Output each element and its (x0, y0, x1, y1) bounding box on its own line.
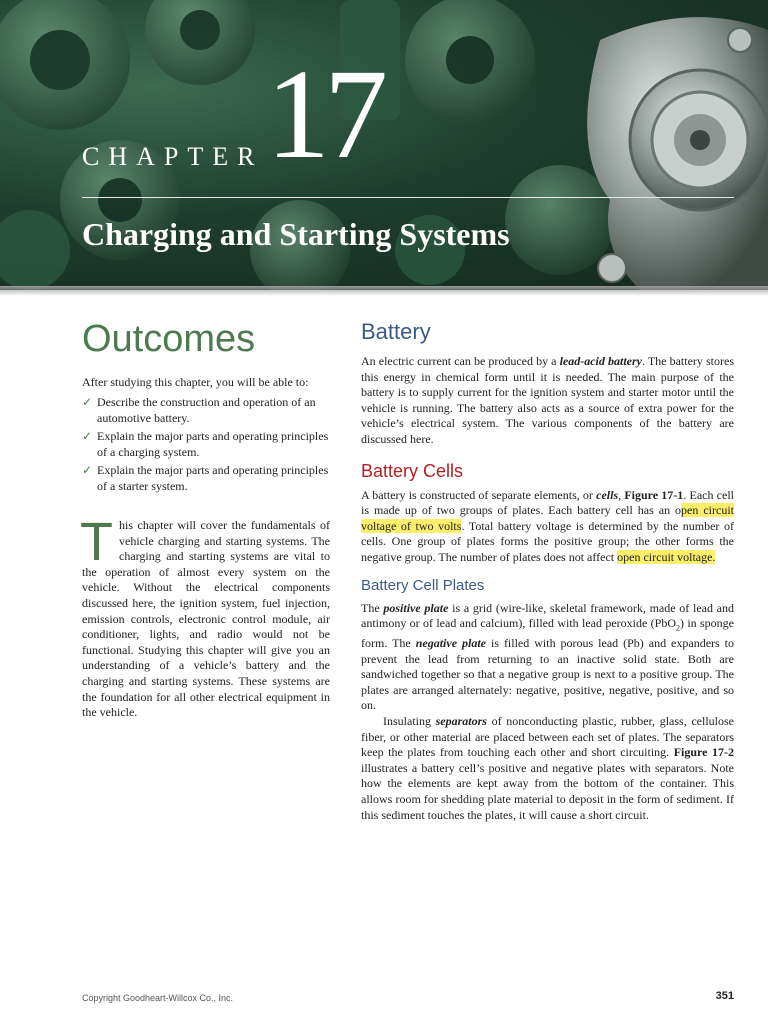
outcome-item (82, 462, 330, 494)
text-run: A battery is constructed of separate elements, or (361, 487, 597, 502)
chapter-banner (0, 0, 768, 290)
banner-shadow (0, 286, 768, 296)
outcome-text: Explain the major parts and operating principles of a starter system. (97, 463, 329, 493)
intro-paragraph (80, 512, 330, 721)
outcome-item (82, 428, 330, 460)
text-run: ) in sponge form. The (361, 616, 734, 651)
left-column (82, 316, 330, 733)
check-icon: ✓ (82, 395, 93, 409)
battery-cells-paragraph (361, 488, 734, 566)
copyright-notice: Copyright Goodheart-Willcox Co., Inc. (82, 993, 234, 1003)
outcome-text: Describe the construction and operation of an automotive battery. (97, 395, 316, 425)
page-number: 351 (715, 990, 734, 1002)
text-run: The (361, 600, 384, 615)
text-run: . Total battery voltage is determined by the number of cells. One group of plates forms the positive group; the other forms the negative group. The number of plates does not affect (361, 518, 735, 564)
chapter-label: CHAPTER (82, 142, 264, 171)
term-separators: separators (435, 714, 487, 729)
figure-ref-17-2: Figure 17-2 (673, 745, 734, 760)
right-column (361, 318, 734, 823)
term-negative-plate: negative plate (415, 636, 486, 651)
battery-paragraph (361, 354, 734, 448)
battery-cells-heading: Battery Cells (361, 460, 464, 481)
text-run: . Each cell is made up of two groups of plates. Each battery cell has an o (361, 487, 735, 518)
highlight-open-circuit-voltage-2: open circuit voltage. (617, 549, 716, 564)
drop-cap: T (80, 512, 113, 572)
plates-paragraph-2 (361, 714, 734, 823)
text-run: is a grid (wire-like, skeletal framework, made of lead and antimony or of lead and calcium), filled with lead peroxide (PbO (361, 600, 735, 631)
term-positive-plate: positive plate (383, 600, 449, 615)
text-run: is filled with porous lead (Pb) and expanders to prevent the lead from returning to an inactive solid state. Both are sandwiched together so that a negative group is next to a positive group. The plates are arranged alternately: negative, positive, negative, positive, and so on. (361, 636, 734, 713)
text-run: of nonconducting plastic, rubber, glass, cellulose fiber, or other material are placed between each set of plates. The separators keep the plates from touching each other and short circuiting. (361, 714, 734, 760)
text-run: , (618, 487, 625, 502)
battery-cell-plates-heading: Battery Cell Plates (361, 576, 485, 594)
term-lead-acid-battery: lead-acid battery (559, 354, 642, 368)
banner-divider (82, 197, 734, 198)
term-cells: cells (596, 487, 619, 502)
chapter-number: 17 (266, 43, 382, 185)
intro-text: his chapter will cover the fundamentals of vehicle charging and starting systems. The charging and starting systems are vital to the operation of almost every system on the vehicle. Without the electrical components discussed here, the ignition system, fuel injection, emission controls, electronic control module, air conditioner, lights, and radio would not be functional. Studying this chapter will give you an understanding of a vehicle’s battery and the charging and starting systems. These systems are the foundation for all other electrical equipment in the vehicle. (82, 518, 330, 720)
battery-heading: Battery (361, 319, 431, 344)
text-run: An electric current can be produced by a (361, 354, 560, 368)
check-icon: ✓ (82, 463, 93, 477)
text-run: illustrates a battery cell’s positive and negative plates with separators. Note how the elements are kept away from the bottom of the container. This allows room for shedding plate material to deposit in the form of sediment. If this sediment touches the plates, it will cause a short circuit. (361, 760, 734, 822)
outcomes-list (82, 394, 330, 494)
outcome-item (82, 394, 330, 426)
check-icon: ✓ (82, 429, 93, 443)
text-run: . The battery stores this energy in chemical form until it is needed. The main purpose of the battery is to supply current for the ignition system and starter motor until the vehicle is running. The battery also acts as a source of extra power for the vehicle’s electrical system. The various components of the battery are discussed here. (361, 354, 734, 446)
outcomes-heading: Outcomes (82, 318, 256, 360)
outcomes-intro: After studying this chapter, you will be able to: (82, 375, 309, 389)
chapter-title: Charging and Starting Systems (82, 216, 510, 252)
text-run: Insulating (383, 714, 436, 729)
figure-ref-17-1: Figure 17-1 (624, 487, 684, 502)
plates-paragraph-1 (361, 601, 734, 715)
subscript: 2 (675, 623, 680, 633)
highlight-open-circuit-voltage: pen circuit voltage of two volts (361, 503, 734, 533)
outcome-text: Explain the major parts and operating principles of a charging system. (97, 429, 329, 459)
